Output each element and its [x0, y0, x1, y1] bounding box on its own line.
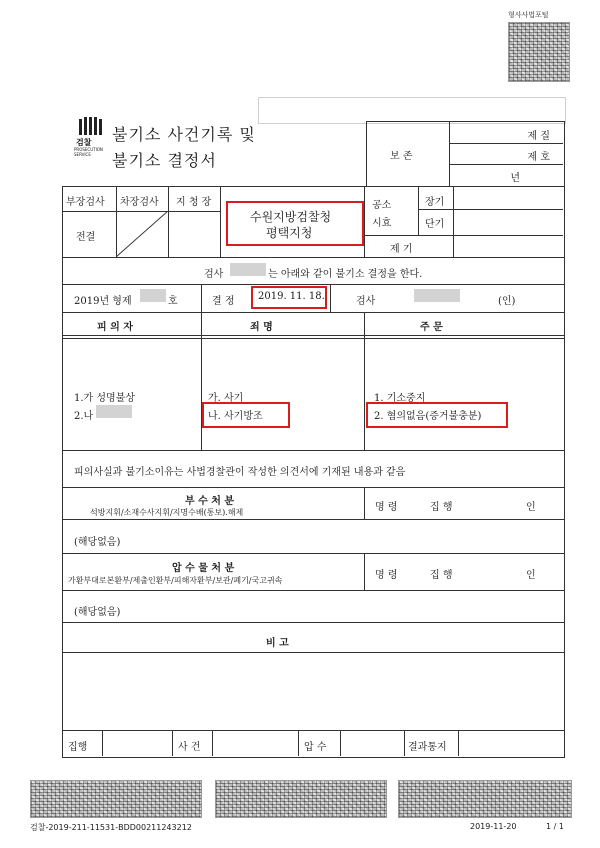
limit-short: 단기: [425, 219, 445, 230]
seized-order: 명 령: [375, 570, 398, 581]
charge-2: 나. 사기방조: [208, 411, 263, 422]
footer-execution: 집행: [68, 742, 88, 753]
case-prefix: 2019년 형제: [74, 296, 132, 307]
seized-title: 압 수 물 처 분: [172, 563, 235, 574]
col-charge: 죄 명: [250, 322, 273, 333]
prosecution-logo: [74, 117, 106, 157]
office-line2: 평택지청: [266, 226, 313, 240]
doc-title-line1: 불기소 사건기록 및: [112, 125, 256, 144]
incidental-order: 명 령: [375, 502, 398, 513]
diagonal-strike: [116, 211, 168, 257]
logo-text: 검찰: [76, 138, 92, 147]
prosecutor-name-redacted: [230, 263, 266, 276]
approval-row-label: 전결: [76, 232, 96, 243]
office-line1: 수원지방검찰청: [250, 210, 332, 224]
seized-exec: 집 행: [430, 570, 453, 581]
footer-case: 사 건: [178, 742, 201, 753]
approval-col1: 부장검사: [66, 197, 105, 208]
office-highlight: [226, 201, 364, 246]
suspect-2: 2.나: [74, 411, 94, 422]
remarks-block: [62, 622, 565, 731]
statement-post: 는 아래와 같이 불기소 결정을 한다.: [268, 269, 423, 280]
order-2-highlight: [366, 402, 508, 428]
prosecutor-label: 검사: [356, 296, 376, 307]
bottom-barcode-3: [398, 780, 572, 818]
preserve-row1: 제 질: [527, 131, 550, 142]
logo-subtext: PROSECUTION SERVICE: [74, 147, 103, 157]
col-suspect: 피 의 자: [97, 322, 133, 333]
incidental-value: (해당없음): [74, 537, 121, 548]
top-barcode: [508, 22, 570, 82]
incidental-exec: 집 행: [430, 502, 453, 513]
seal: (인): [498, 296, 516, 307]
bottom-barcode-1: [30, 780, 202, 818]
prosecutor-sign-redacted: [414, 289, 460, 302]
suspect-table: [62, 312, 565, 451]
incidental-sub: 석방지휘/소재수사지휘/지명수배(통보).해제: [90, 508, 244, 517]
limit-label-a: 공소: [372, 200, 392, 211]
seized-seal: 인: [526, 570, 536, 581]
portal-stamp-label: 형사사법포털: [508, 11, 549, 19]
incidental-seal: 인: [526, 502, 536, 513]
preserve-row2: 제 호: [527, 152, 550, 163]
limit-period: 제 기: [390, 244, 413, 255]
col-order: 주 문: [420, 322, 443, 333]
remarks-title: 비 고: [266, 638, 289, 649]
footer-seizure: 압 수: [304, 742, 327, 753]
decision-date-highlight: [251, 286, 327, 309]
footer-result: 결과통지: [408, 742, 447, 753]
preserve-row3: 년: [510, 173, 520, 184]
order-1: 1. 기소중지: [374, 393, 426, 404]
preserve-label: 보 존: [390, 151, 413, 162]
facts-note: 피의사실과 불기소이유는 사법경찰관이 작성한 의견서에 기재된 내용과 같음: [74, 467, 406, 478]
approval-col2: 차장검사: [120, 197, 159, 208]
charge-1: 가. 사기: [208, 393, 244, 404]
table-header-double-line: [62, 335, 564, 339]
case-suffix: 호: [168, 296, 178, 307]
incidental-block: [62, 487, 565, 554]
decision-date: 2019. 11. 18.: [258, 291, 325, 302]
decision-label: 결 정: [212, 296, 235, 307]
suspect-1: 1.가 성명불상: [74, 393, 136, 404]
approval-col3: 지 청 장: [176, 197, 212, 208]
doc-title-line2: 불기소 결정서: [112, 151, 217, 170]
seized-sub: 가환부대로본환부/제출인환부/피해자환부/보관/폐기/국고귀속: [68, 576, 283, 585]
suspect-2-name-redacted: [96, 405, 132, 418]
seized-value: (해당없음): [74, 607, 121, 618]
case-number-redacted: [140, 289, 166, 302]
statement-pre: 검사: [204, 269, 224, 280]
order-2: 2. 혐의없음(증거불충분): [374, 411, 482, 422]
limit-long: 장기: [425, 197, 445, 208]
faint-stamp-area: [258, 97, 566, 124]
bottom-barcode-2: [215, 780, 387, 818]
footer-date: 2019-11-20: [470, 822, 517, 831]
footer-page: 1 / 1: [546, 822, 564, 831]
seized-block: [62, 553, 565, 623]
footer-doc-id: 검찰-2019-211-11531-BDD00211243212: [30, 823, 192, 832]
incidental-title: 부 수 처 분: [185, 496, 235, 507]
limit-label-b: 시효: [372, 218, 392, 229]
charge-2-highlight: [202, 402, 290, 428]
